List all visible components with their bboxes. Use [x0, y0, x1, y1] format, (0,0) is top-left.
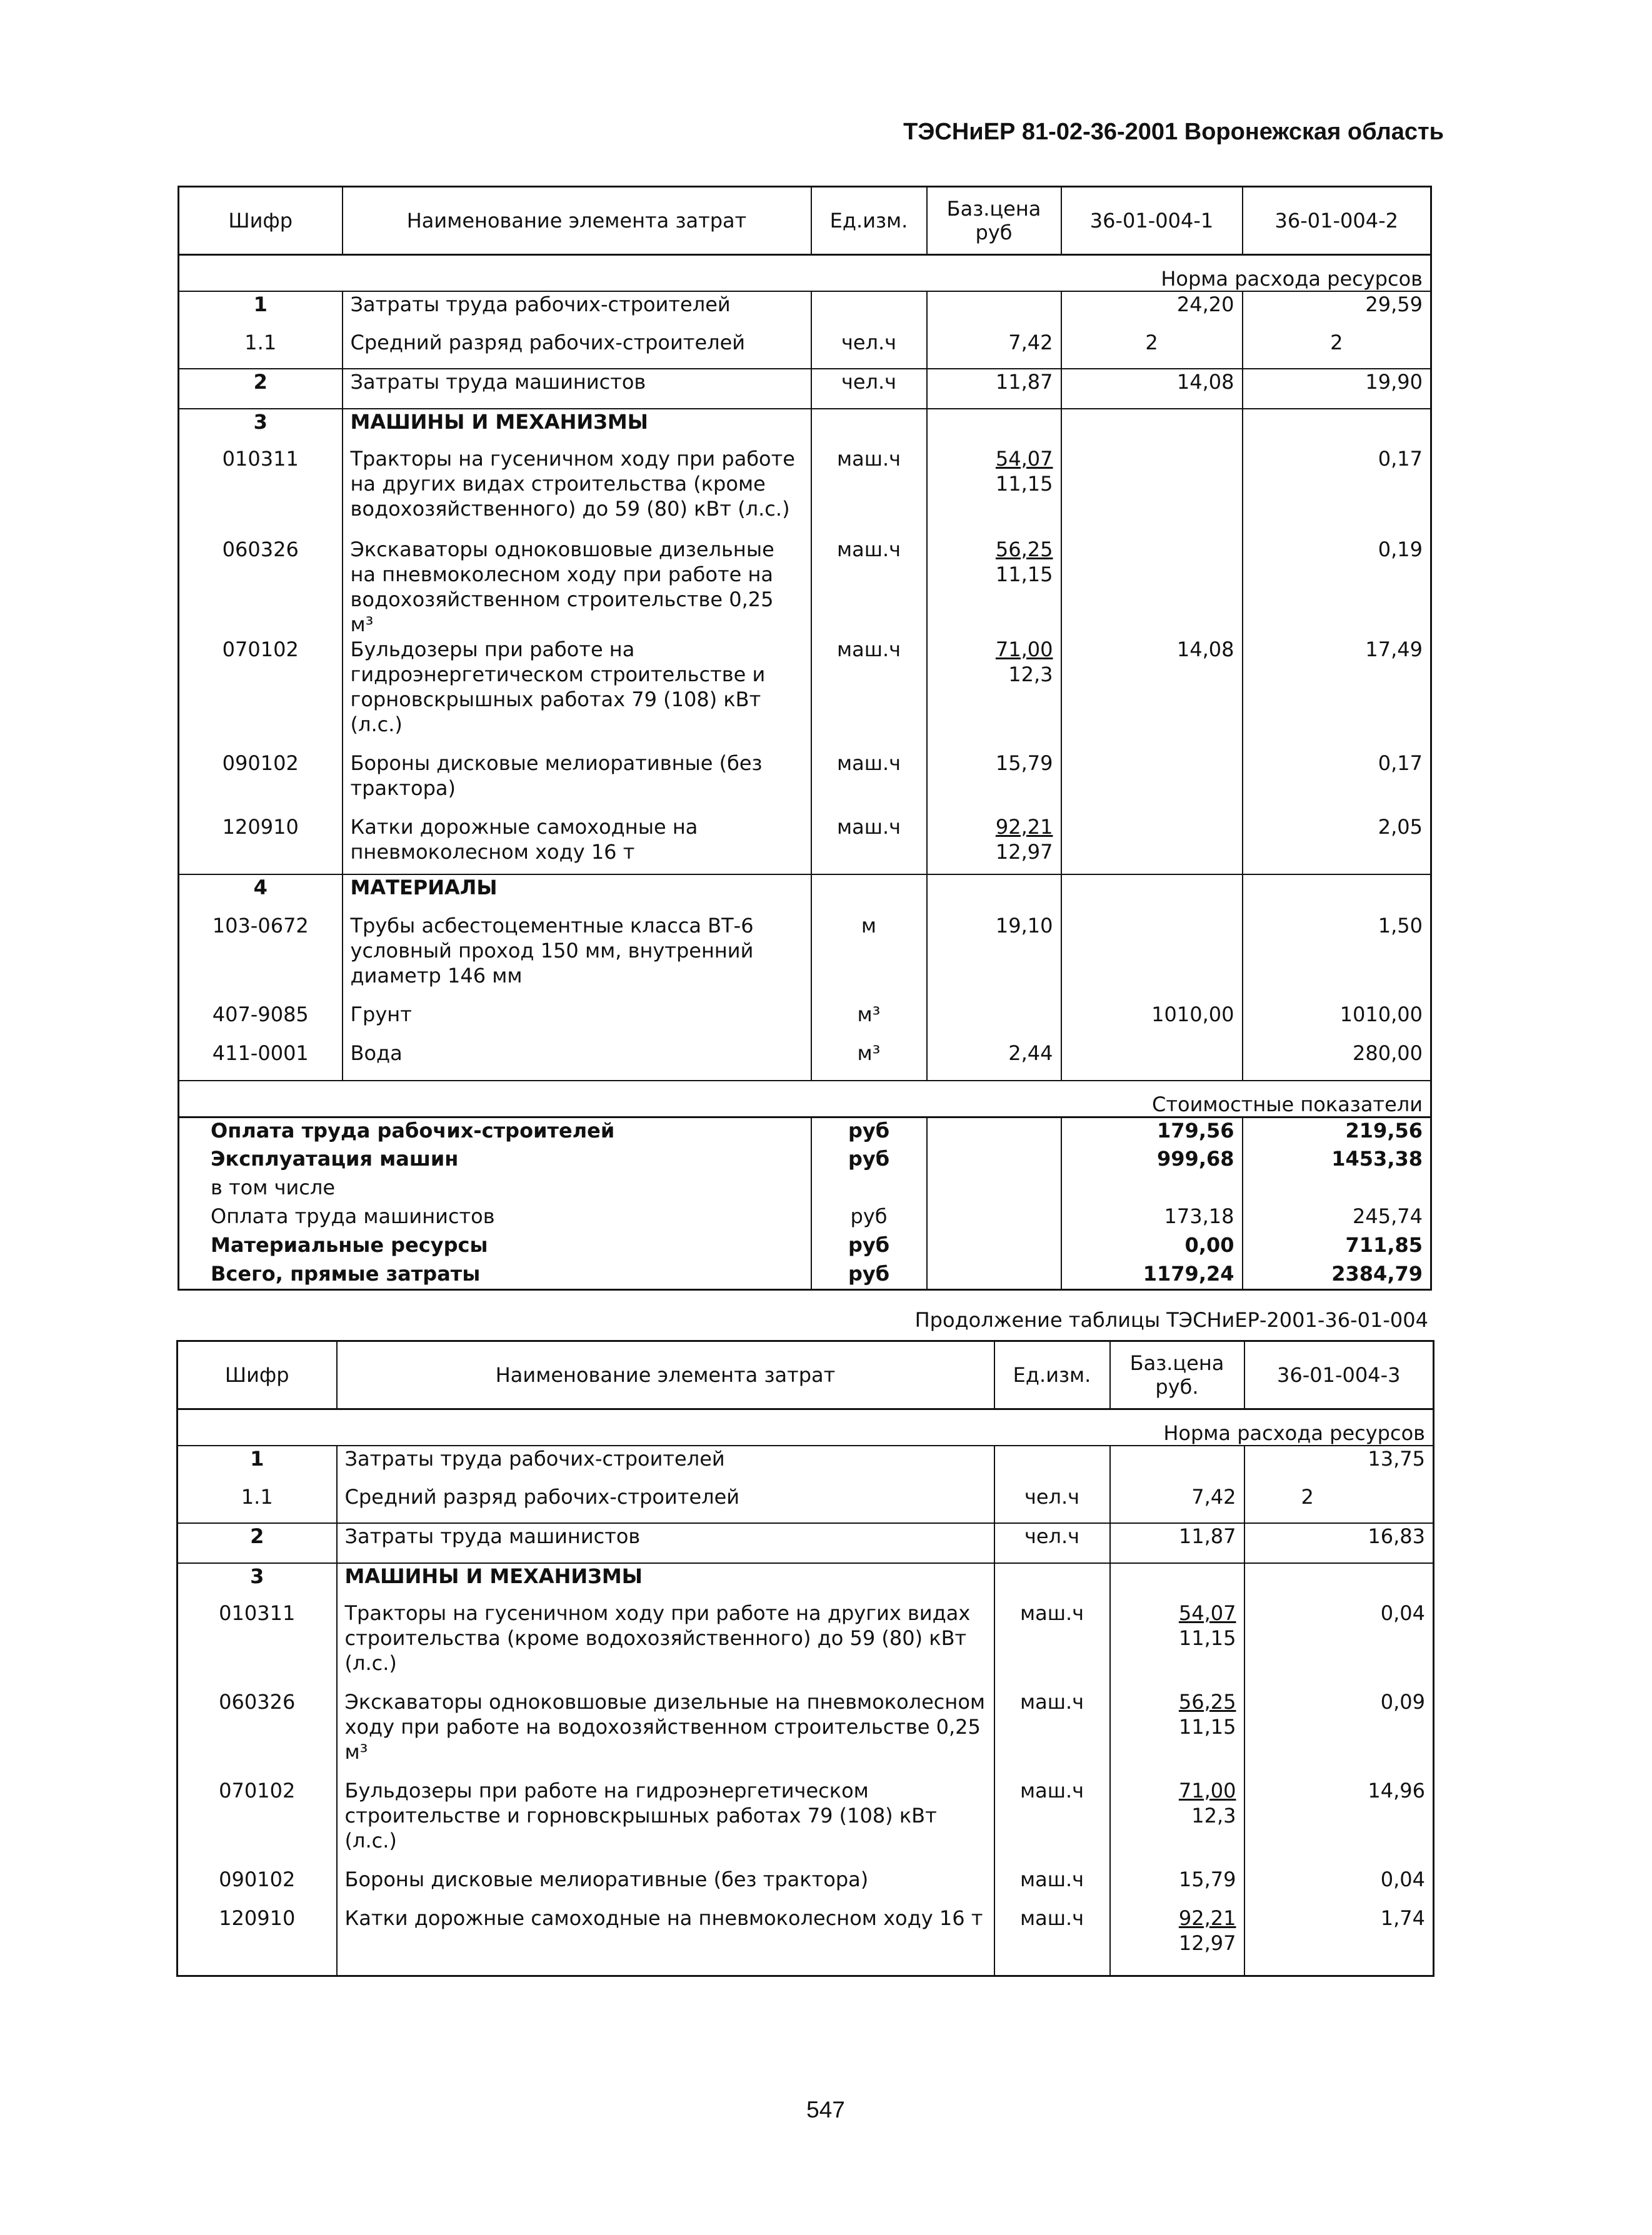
cost-value-1: 0,00 [1061, 1232, 1243, 1261]
row-code: 1 [250, 1447, 264, 1471]
row-price: 7,42 [1110, 1484, 1244, 1523]
row-name: Затраты труда машинистов [337, 1523, 994, 1563]
row-price [927, 1002, 1061, 1041]
table-row [178, 1867, 1434, 1906]
table-row [179, 913, 1431, 1002]
resource-table-2 [176, 1340, 1434, 1977]
row-code: 090102 [219, 1868, 296, 1891]
table1-header-row [179, 187, 1431, 255]
row-value-2: 0,17 [1243, 751, 1431, 814]
cost-unit: руб [811, 1261, 927, 1290]
row-value-2: 19,90 [1243, 369, 1431, 409]
cost-value-1: 1179,24 [1061, 1261, 1243, 1290]
row-name: Грунт [343, 1002, 811, 1041]
table-row [178, 1484, 1434, 1523]
row-value-1 [1061, 446, 1243, 537]
row-code: 1 [253, 292, 268, 316]
row-price [927, 537, 1061, 637]
cost-value-1: 173,18 [1061, 1204, 1243, 1232]
row-name: Бульдозеры при работе на гидроэнергетическом строительстве и горновскрышных работах 79 (108) кВт (л.с.) [343, 637, 811, 751]
row-unit [811, 291, 927, 330]
table-row [179, 751, 1431, 814]
row-value-1 [1061, 1041, 1243, 1081]
col-header-price: Баз.цена руб [927, 187, 1061, 255]
cost-row [179, 1261, 1431, 1290]
row-price: 15,79 [927, 751, 1061, 814]
row-value-1: 14,08 [1061, 637, 1243, 751]
cost-value-2: 1453,38 [1243, 1146, 1431, 1175]
cost-row [179, 1146, 1431, 1175]
resource-table-1 [178, 186, 1432, 1291]
row-value-1 [1061, 913, 1243, 1002]
row-price [1110, 1778, 1244, 1867]
table-row [178, 1906, 1434, 1976]
row-code: 060326 [219, 1690, 296, 1714]
row-name: Катки дорожные самоходные на пневмоколесном ходу 16 т [343, 814, 811, 874]
col-header-name: Наименование элемента затрат [343, 187, 811, 255]
price-machinist: 11,15 [995, 562, 1053, 586]
row-price: 11,87 [927, 369, 1061, 409]
cost-name: Оплата труда машинистов [211, 1204, 495, 1228]
price-value: 54,07 [1178, 1601, 1236, 1625]
price-machinist: 11,15 [1178, 1626, 1236, 1650]
price-machinist: 12,97 [1178, 1931, 1236, 1955]
table-row [179, 537, 1431, 637]
row-name: Бороны дисковые мелиоративные (без трактора) [343, 751, 811, 814]
price-machinist: 11,15 [995, 472, 1053, 496]
row-unit: маш.ч [811, 446, 927, 537]
col-header-code: Шифр [179, 187, 343, 255]
price-value: 71,00 [995, 638, 1053, 661]
row-value-2: 2 [1243, 330, 1431, 369]
row-code: 120910 [219, 1906, 296, 1930]
cost-row [179, 1232, 1431, 1261]
row-price: 19,10 [927, 913, 1061, 1002]
table-row [179, 874, 1431, 913]
price-machinist: 12,3 [1191, 1804, 1236, 1828]
row-value-1: 14,96 [1244, 1778, 1434, 1867]
row-unit: маш.ч [811, 537, 927, 637]
row-unit [994, 1446, 1110, 1484]
cost-value-2: 245,74 [1243, 1204, 1431, 1232]
row-code: 2 [179, 369, 343, 409]
continuation-caption: Продолжение таблицы ТЭСНиЕР-2001-36-01-004 [914, 1308, 1428, 1332]
table2-header-row [178, 1341, 1434, 1409]
row-value-1: 1010,00 [1061, 1002, 1243, 1041]
cost-row [179, 1118, 1431, 1146]
row-value-1: 14,08 [1061, 369, 1243, 409]
table-row [178, 1778, 1434, 1867]
row-name: Бульдозеры при работе на гидроэнергетическом строительстве и горновскрышных работах 79 (108) кВт (л.с.) [337, 1778, 994, 1867]
row-price: 11,87 [1110, 1523, 1244, 1563]
price-value: 71,00 [1178, 1779, 1236, 1802]
row-name: МАШИНЫ И МЕХАНИЗМЫ [337, 1563, 994, 1601]
price-value: 54,07 [995, 447, 1053, 471]
row-name: Трубы асбестоцементные класса ВТ-6 условный проход 150 мм, внутренний диаметр 146 мм [343, 913, 811, 1002]
table-row [179, 369, 1431, 409]
cost-name: Всего, прямые затраты [211, 1261, 481, 1286]
cost-unit: руб [811, 1204, 927, 1232]
row-name: Затраты труда рабочих-строителей [337, 1446, 994, 1484]
row-unit: маш.ч [994, 1601, 1110, 1689]
table-row [178, 1563, 1434, 1601]
row-code: 1.1 [241, 1485, 273, 1509]
table-row [179, 1041, 1431, 1081]
col-header-name: Наименование элемента затрат [337, 1341, 994, 1409]
cost-row [179, 1204, 1431, 1232]
row-code: 1.1 [244, 331, 277, 354]
row-name: Экскаваторы одноковшовые дизельные на пневмоколесном ходу при работе на водохозяйственном строительстве 0,25 м³ [343, 537, 811, 637]
row-value-2: 1,50 [1243, 913, 1431, 1002]
cost-label: Стоимостные показатели [179, 1081, 1431, 1118]
row-unit: чел.ч [811, 330, 927, 369]
row-name: Затраты труда машинистов [343, 369, 811, 409]
price-machinist: 11,15 [1178, 1715, 1236, 1739]
row-value-2: 0,17 [1243, 446, 1431, 537]
cost-name: в том числе [211, 1175, 335, 1199]
table-row [179, 1002, 1431, 1041]
row-unit: маш.ч [994, 1867, 1110, 1906]
table-row [179, 814, 1431, 874]
row-price [927, 814, 1061, 874]
cost-value-1: 179,56 [1061, 1118, 1243, 1146]
price-value: 92,21 [1178, 1906, 1236, 1930]
table-row [179, 409, 1431, 446]
row-name: Тракторы на гусеничном ходу при работе на других видах строительства (кроме водохозяйственного) до 59 (80) кВт (л.с.) [337, 1601, 994, 1689]
row-price [1110, 1689, 1244, 1778]
row-code: 070102 [222, 638, 299, 661]
cost-unit: руб [811, 1146, 927, 1175]
cost-value-1: 999,68 [1061, 1146, 1243, 1175]
row-value-1: 24,20 [1061, 291, 1243, 330]
row-code: 060326 [222, 538, 299, 561]
table-row [179, 291, 1431, 330]
row-price [927, 637, 1061, 751]
page-number: 547 [806, 2097, 845, 2122]
price-machinist: 12,97 [995, 840, 1053, 864]
row-price: 7,42 [927, 330, 1061, 369]
row-value-1: 1,74 [1244, 1906, 1434, 1976]
price-value: 56,25 [995, 538, 1053, 561]
table-row [178, 1601, 1434, 1689]
cost-unit: руб [811, 1118, 927, 1146]
row-value-1 [1061, 751, 1243, 814]
row-unit: маш.ч [811, 751, 927, 814]
norm-label: Норма расхода ресурсов [179, 255, 1431, 292]
row-value-1 [1061, 537, 1243, 637]
row-name: Затраты труда рабочих-строителей [343, 291, 811, 330]
cost-name: Эксплуатация машин [211, 1146, 459, 1171]
col-header-code: Шифр [178, 1341, 337, 1409]
row-name: Экскаваторы одноковшовые дизельные на пневмоколесном ходу при работе на водохозяйственном строительстве 0,25 м³ [337, 1689, 994, 1778]
table-row [179, 637, 1431, 751]
row-value-1: 2 [1061, 330, 1243, 369]
row-code: 090102 [222, 751, 299, 775]
row-value-1: 0,09 [1244, 1689, 1434, 1778]
row-unit: маш.ч [811, 637, 927, 751]
cost-row [179, 1175, 1431, 1204]
row-value-2: 2,05 [1243, 814, 1431, 874]
row-name: Тракторы на гусеничном ходу при работе на других видах строительства (кроме водохозяйственного) до 59 (80) кВт (л.с.) [343, 446, 811, 537]
row-unit: чел.ч [811, 369, 927, 409]
table-row [178, 1689, 1434, 1778]
row-unit: маш.ч [994, 1689, 1110, 1778]
row-unit: м [811, 913, 927, 1002]
cost-value-2: 2384,79 [1243, 1261, 1431, 1290]
row-name: Вода [343, 1041, 811, 1081]
page-header: ТЭСНиЕР 81-02-36-2001 Воронежская область [903, 119, 1444, 145]
row-code: 4 [179, 874, 343, 913]
row-code: 411-0001 [212, 1041, 309, 1065]
price-value: 56,25 [1178, 1690, 1236, 1714]
row-code: 120910 [222, 815, 299, 839]
col-header-price: Баз.цена руб. [1110, 1341, 1244, 1409]
row-code: 010311 [222, 447, 299, 471]
row-value-1: 0,04 [1244, 1601, 1434, 1689]
table-row [178, 1523, 1434, 1563]
norm-label: Норма расхода ресурсов [178, 1409, 1434, 1446]
row-unit: маш.ч [994, 1906, 1110, 1976]
row-price [1110, 1906, 1244, 1976]
col-header-unit: Ед.изм. [994, 1341, 1110, 1409]
col-header-norm-2: 36-01-004-2 [1243, 187, 1431, 255]
row-value-2: 0,19 [1243, 537, 1431, 637]
row-value-2: 29,59 [1243, 291, 1431, 330]
row-price [927, 291, 1061, 330]
row-value-1: 0,04 [1244, 1867, 1434, 1906]
row-unit: м³ [811, 1041, 927, 1081]
table-row [179, 330, 1431, 369]
table-row [179, 446, 1431, 537]
row-unit: маш.ч [811, 814, 927, 874]
row-name: Катки дорожные самоходные на пневмоколесном ходу 16 т [337, 1906, 994, 1976]
col-header-norm-1: 36-01-004-1 [1061, 187, 1243, 255]
cost-unit: руб [811, 1232, 927, 1261]
row-name: МАТЕРИАЛЫ [343, 874, 811, 913]
row-value-1: 2 [1244, 1484, 1434, 1523]
row-value-1: 13,75 [1244, 1446, 1434, 1484]
price-machinist: 12,3 [1008, 662, 1053, 686]
cost-name: Материальные ресурсы [211, 1232, 488, 1257]
row-value-2: 1010,00 [1243, 1002, 1431, 1041]
row-unit: чел.ч [994, 1484, 1110, 1523]
row-code: 2 [178, 1523, 337, 1563]
col-header-norm-3: 36-01-004-3 [1244, 1341, 1434, 1409]
row-name: Средний разряд рабочих-строителей [337, 1484, 994, 1523]
row-price [927, 446, 1061, 537]
col-header-unit: Ед.изм. [811, 187, 927, 255]
row-price: 2,44 [927, 1041, 1061, 1081]
row-price [1110, 1601, 1244, 1689]
cost-value-2: 711,85 [1243, 1232, 1431, 1261]
row-value-1 [1061, 814, 1243, 874]
table-row [178, 1446, 1434, 1484]
row-name: Бороны дисковые мелиоративные (без трактора) [337, 1867, 994, 1906]
row-code: 3 [179, 409, 343, 446]
row-unit: м³ [811, 1002, 927, 1041]
row-price [1110, 1446, 1244, 1484]
row-value-1: 16,83 [1244, 1523, 1434, 1563]
row-name: Средний разряд рабочих-строителей [343, 330, 811, 369]
row-value-2: 280,00 [1243, 1041, 1431, 1081]
row-code: 010311 [219, 1601, 296, 1625]
row-code: 407-9085 [212, 1002, 309, 1026]
row-unit: маш.ч [994, 1778, 1110, 1867]
row-code: 3 [178, 1563, 337, 1601]
cost-value-2: 219,56 [1243, 1118, 1431, 1146]
row-unit: чел.ч [994, 1523, 1110, 1563]
row-code: 103-0672 [212, 914, 309, 938]
row-name: МАШИНЫ И МЕХАНИЗМЫ [343, 409, 811, 446]
cost-name: Оплата труда рабочих-строителей [179, 1118, 811, 1146]
price-value: 92,21 [995, 815, 1053, 839]
row-price: 15,79 [1110, 1867, 1244, 1906]
row-code: 070102 [219, 1779, 296, 1802]
row-value-2: 17,49 [1243, 637, 1431, 751]
